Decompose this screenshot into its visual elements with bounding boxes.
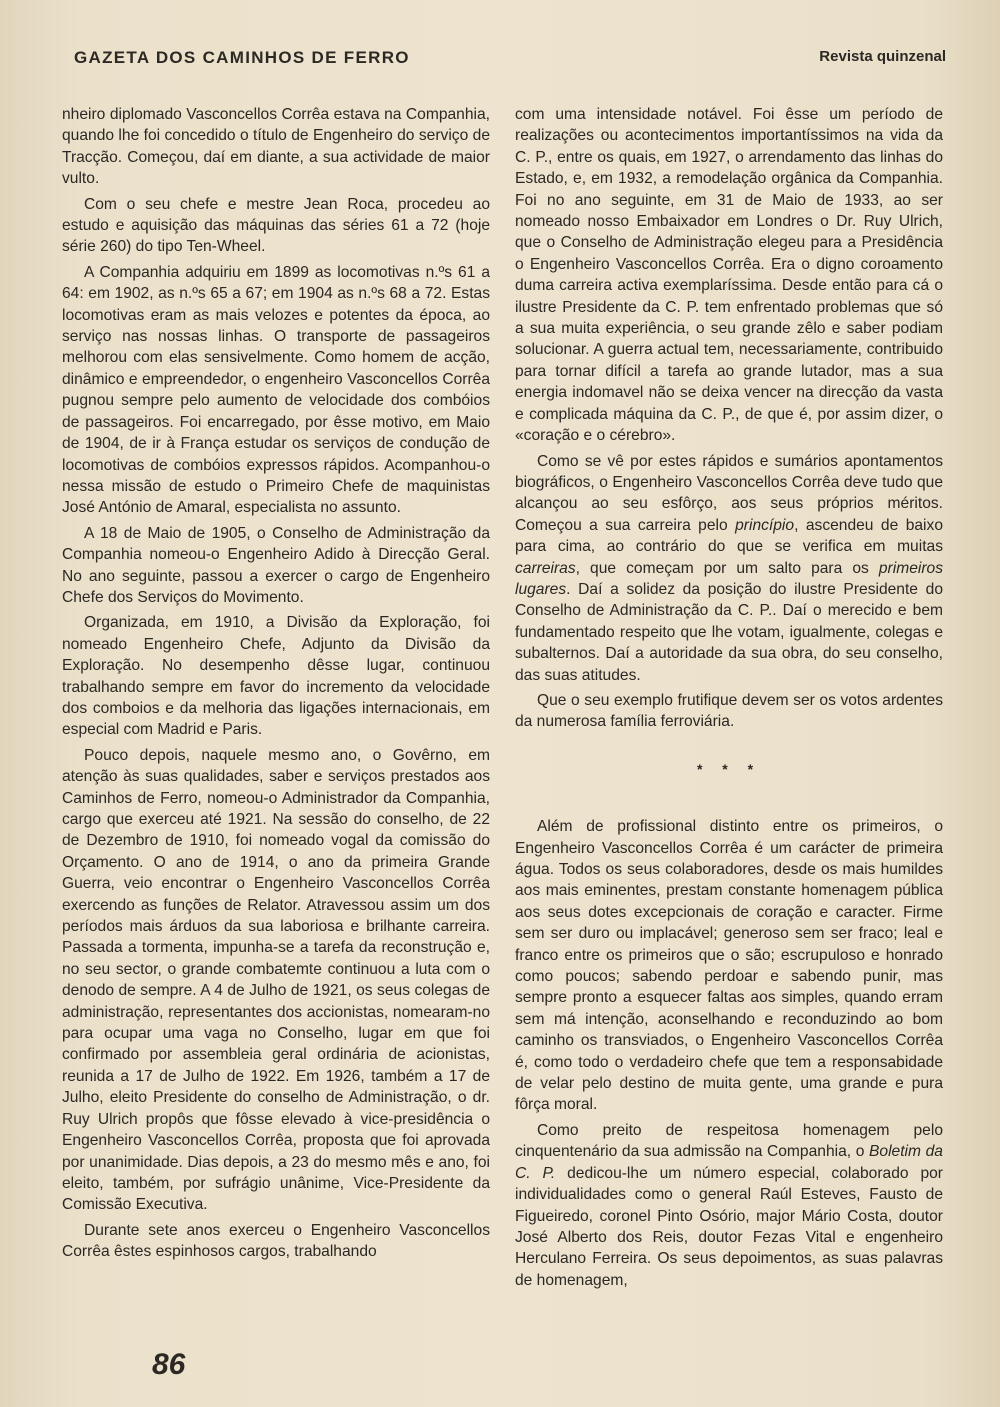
section-separator: * * * xyxy=(696,760,762,777)
italic-text: Boletim da C. P. xyxy=(515,1143,943,1182)
left-column xyxy=(62,104,490,1267)
text-run: Como preito de respeitosa homenagem pelo cinquentenário da sua admissão na Companhia, o xyxy=(515,1121,943,1161)
italic-text: carreiras xyxy=(515,559,576,577)
running-header xyxy=(74,48,946,74)
text-run: . Daí a solidez da posição do ilustre Presidente do Conselho de Administração da C. P.. Daí o merecido e bem fundamentado respeito que lhe votam, igualmente, colegas e subalternos. Daí a autoridade da sua obra, do seu conselho, das suas atitudes. xyxy=(515,580,943,684)
paragraph: com uma intensidade notável. Foi êsse um período de realizações ou acontecimentos importantíssimos na vida da C. P., entre os quais, em 1927, o arrendamento das linhas do Estado, e, em 1932, a remodelação orgânica da Companhia. Foi no ano seguinte, em 31 de Maio de 1933, ao ser nomeado nosso Embaixador em Londres o Dr. Ruy Ulrich, que o Conselho de Administração elegeu para a Presidência o Engenheiro Vasconcellos Corrêa. Era o digno coroamento duma carreira activa exemplaríssima. Desde então para cá o ilustre Presidente da C. P. tem enfrentado problemas que só a sua muita experiência, o seu grande zêlo e saber podiam solucionar. A guerra actual tem, necessariamente, contribuido para tornar difícil a tarefa ao grande lutador, mas a sua energia indomavel não se deixa vencer na direcção da vasta e complicada máquina da C. P., de que é, por assim dizer, o «coração e o cérebro». xyxy=(515,106,943,445)
paragraph xyxy=(515,451,943,686)
text-run: , que começam por um salto para os xyxy=(575,559,879,577)
text-run: , ascendeu de baixo para cima, ao contrário do que se verifica em muitas xyxy=(515,516,943,556)
paragraph: Pouco depois, naquele mesmo ano, o Govêrno, em atenção às suas qualidades, saber e serviços prestados aos Caminhos de Ferro, nomeou-o Administrador da Companhia, cargo que exerceu até 1921. Na sessão do conselho, de 22 de Dezembro de 1910, foi nomeado vogal da comissão do Orçamento. O ano de 1914, o ano da primeira Grande Guerra, veio encontrar o Engenheiro Vasconcellos Corrêa exercendo as funções de Relator. Atravessou assim um dos períodos mais árduos da sua laboriosa e brilhante carreira. Passada a tormenta, impunha-se a tarefa da reconstrução e, no seu sector, o grande combatemte continuou a luta com o denodo de sempre. A 4 de Julho de 1921, os seus colegas de administração, representantes dos accionistas, nomearam-no para ocupar uma vaga no Conselho, lugar em que foi confirmado por assembleia geral ordinária de acionistas, reunida a 17 de Julho de 1922. Em 1926, também a 17 de Julho, eleito Presidente do conselho de Administração, o dr. Ruy Ulrich propôs que fôsse elevado à vice-presidência o Engenheiro Vasconcellos Corrêa, proposta que foi aprovada por unanimidade. Dias depois, a 23 do mesmo mês e ano, foi eleito, também, por sufrágio unânime, Vice-Presidente da Comissão Executiva. xyxy=(62,746,490,1214)
paragraph: A 18 de Maio de 1905, o Conselho de Administração da Companhia nomeou-o Engenheiro Adido à Direcção Geral. No ano seguinte, passou a exercer o cargo de Engenheiro Chefe dos Serviços do Movimento. xyxy=(62,524,490,606)
paragraph: nheiro diplomado Vasconcellos Corrêa estava na Companhia, quando lhe foi concedido o título de Engenheiro do serviço de Tracção. Começou, daí em diante, a sua actividade de maior vulto. xyxy=(62,106,490,188)
paragraph: Com o seu chefe e mestre Jean Roca, procedeu ao estudo e aquisição das máquinas das séries 61 a 72 (hoje série 260) do tipo Ten-Wheel. xyxy=(62,195,490,256)
paragraph: Organizada, em 1910, a Divisão da Exploração, foi nomeado Engenheiro Chefe, Adjunto da Divisão da Exploração. No desempenho dêsse lugar, continuou trabalhando sempre em favor do incremento da velocidade dos comboios e da melhoria das ligações internacionais, em especial com Madrid e Paris. xyxy=(62,614,490,739)
paragraph: Que o seu exemplo frutifique devem ser os votos ardentes da numerosa família ferroviária. xyxy=(515,691,943,731)
italic-text: princípio xyxy=(735,516,795,534)
right-column xyxy=(515,104,943,1295)
page-number: 86 xyxy=(152,1348,186,1381)
text-run: Como se vê por estes rápidos e sumários apontamentos biográficos, o Engenheiro Vasconcellos Corrêa deve tudo que alcançou ao seu esfôrço, aos seus próprios méritos. Começou a sua carreira pelo xyxy=(515,452,943,534)
paragraph xyxy=(515,1120,943,1291)
italic-text: primeiros lugares xyxy=(515,559,943,598)
publication-title: GAZETA DOS CAMINHOS DE FERRO xyxy=(74,48,410,67)
paragraph: A Companhia adquiriu em 1899 as locomotivas n.ºs 61 a 64: em 1902, as n.ºs 65 a 67; em 1904 as n.ºs 68 a 72. Estas locomotivas eram as mais velozes e potentes da época, ao serviço nas nossas linhas. O transporte de passageiros melhorou com elas sensivelmente. Como homem de acção, dinâmico e empreendedor, o engenheiro Vasconcellos Corrêa pugnou sempre pelo aumento de velocidade dos combóios de passageiros. Foi encarregado, por êsse motivo, em Maio de 1904, de ir à França estudar os serviços de condução de locomotivas de combóios expressos rápidos. Acompanhou-o nessa missão de estudo o Primeiro Chefe de maquinistas José António de Amaral, especialista no assunto. xyxy=(62,263,490,517)
paragraph: Além de profissional distinto entre os primeiros, o Engenheiro Vasconcellos Corrêa é um carácter de primeira água. Todos os seus colaboradores, desde os mais humildes aos mais eminentes, prestam constante homenagem pública aos seus dotes excepcionais de coração e caracter. Firme sem ser duro ou implacável; generoso sem ser fraco; leal e franco entre os primeiros que o são; escrupuloso e honrado como poucos; sabendo perdoar e sabendo punir, mas sempre pronto a esquecer faltas aos simples, quando erram sem má intenção, aconselhando e reconduzindo ao bom caminho os transviados, o Engenheiro Vasconcellos Corrêa é, como todo o verdadeiro chefe que tem a responsabidade de velar pelo destino de muita gente, uma grande e pura fôrça moral. xyxy=(515,818,943,1114)
publication-subtitle: Revista quinzenal xyxy=(819,48,946,65)
text-run: dedicou-lhe um número especial, colaborado por individualidades como o general Raúl Esteves, Fausto de Figueiredo, coronel Pinto Osório, major Mário Costa, doutor José Alberto dos Reis, doutor Fezas Vital e engenheiro Herculano Ferreira. Os seus depoimentos, as suas palavras de homenagem, xyxy=(515,1164,943,1289)
paragraph: Durante sete anos exerceu o Engenheiro Vasconcellos Corrêa êstes espinhosos cargos, trabalhando xyxy=(62,1221,490,1261)
